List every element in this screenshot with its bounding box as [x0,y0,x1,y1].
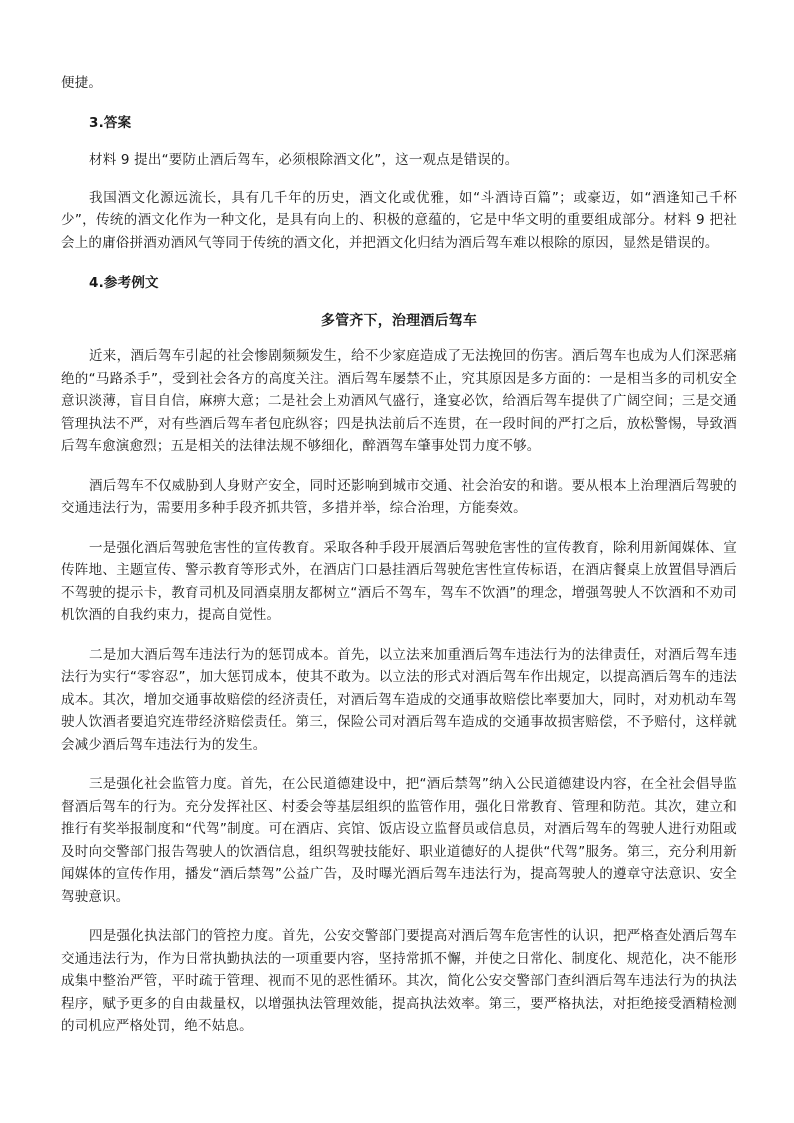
section-4-heading: 4.参考例文 [89,275,159,291]
essay-paragraph: 酒后驾车不仅威胁到人身财产安全，同时还影响到城市交通、社会治安的和谐。要从根本上治理酒后驾驶的交通违法行为，需要用多种手段齐抓共管，多措并举，综合治理，方能奏效。 [61,477,737,516]
essay-paragraph: 近来，酒后驾车引起的社会惨剧频频发生，给不少家庭造成了无法挽回的伤害。酒后驾车也成为人们深恶痛绝的“马路杀手”，受到社会各方的高度关注。酒后驾车屡禁不止，究其原因是多方面的：一是相当多的司机安全意识淡薄，盲目自信，麻痹大意；二是社会上劝酒风气盛行，逢宴必饮，给酒后驾车提供了广阔空间；三是交通管理执法不严，对有些酒后驾车者包庇纵容；四是执法前后不连贯，在一段时间的严打之后，放松警惕，导致酒后驾车愈演愈烈；五是相关的法律法规不够细化，醉酒驾车肇事处罚力度不够。 [61,348,737,454]
essay-paragraph: 四是强化执法部门的管控力度。首先，公安交警部门要提高对酒后驾车危害性的认识，把严格查处酒后驾车交通违法行为，作为日常执勤执法的一项重要内容，坚持常抓不懈，并使之日常化、制度化、规范化，决不能形成集中整治严管，平时疏于管理、视而不见的恶性循环。其次，简化公安交警部门查纠酒后驾车违法行为的执法程序，赋予更多的自由裁量权，以增强执法管理效能，提高执法效率。第三，要严格执法，对拒绝接受酒精检测的司机应严格处罚，绝不姑息。 [61,928,737,1034]
essay-paragraph: 一是强化酒后驾驶危害性的宣传教育。采取各种手段开展酒后驾驶危害性的宣传教育，除利用新闻媒体、宣传阵地、主题宣传、警示教育等形式外，在酒店门口悬挂酒后驾驶危害性宣传标语，在酒店餐桌上放置倡导酒后不驾驶的提示卡，教育司机及同酒桌朋友都树立“酒后不驾车，驾车不饮酒”的理念，增强驾驶人不饮酒和不劝司机饮酒的自我约束力，提高自觉性。 [61,539,737,623]
continuation-text: 便捷。 [61,75,103,91]
essay-title: 多管齐下，治理酒后驾车 [320,312,478,329]
section-3-paragraph-2: 我国酒文化源远流长，具有几千年的历史，酒文化或优雅，如“斗酒诗百篇”；或豪迈，如“酒逢知己千杯少”，传统的酒文化作为一种文化，是具有向上的、积极的意蕴的，它是中华文明的重要组成部分。材料 9 把社会上的庸俗拼酒劝酒风气等同于传统的酒文化，并把酒文化归结为酒后驾车难以根除的原因，显然是错误的。 [61,189,737,251]
essay-paragraph: 三是强化社会监管力度。首先，在公民道德建设中，把“酒后禁驾”纳入公民道德建设内容，在全社会倡导监督酒后驾车的行为。充分发挥社区、村委会等基层组织的监管作用，强化日常教育、管理和防范。其次，建立和推行有奖举报制度和“代驾”制度。可在酒店、宾馆、饭店设立监督员或信息员，对酒后驾车的驾驶人进行劝阻或及时向交警部门报告驾驶人的饮酒信息，组织驾驶技能好、职业道德好的人提供“代驾”服务。第三，充分利用新闻媒体的宣传作用，播发“酒后禁驾”公益广告，及时曝光酒后驾车违法行为，提高驾驶人的遵章守法意识、安全驾驶意识。 [61,776,737,905]
section-3-heading: 3.答案 [89,114,132,131]
section-3-paragraph-1: 材料 9 提出“要防止酒后驾车，必须根除酒文化”，这一观点是错误的。 [89,152,519,168]
essay-paragraph: 二是加大酒后驾车违法行为的惩罚成本。首先，以立法来加重酒后驾车违法行为的法律责任，对酒后驾车违法行为实行“零容忍”，加大惩罚成本，使其不敢为。以立法的形式对酒后驾车作出规定，以提高酒后驾车的违法成本。其次，增加交通事故赔偿的经济责任，对酒后驾车造成的交通事故赔偿比率要加大，同时，对劝机动车驾驶人饮酒者要追究连带经济赔偿责任。第三，保险公司对酒后驾车造成的交通事故损害赔偿，不予赔付，这样就会减少酒后驾车违法行为的发生。 [61,646,737,753]
document-page [61,72,737,1038]
